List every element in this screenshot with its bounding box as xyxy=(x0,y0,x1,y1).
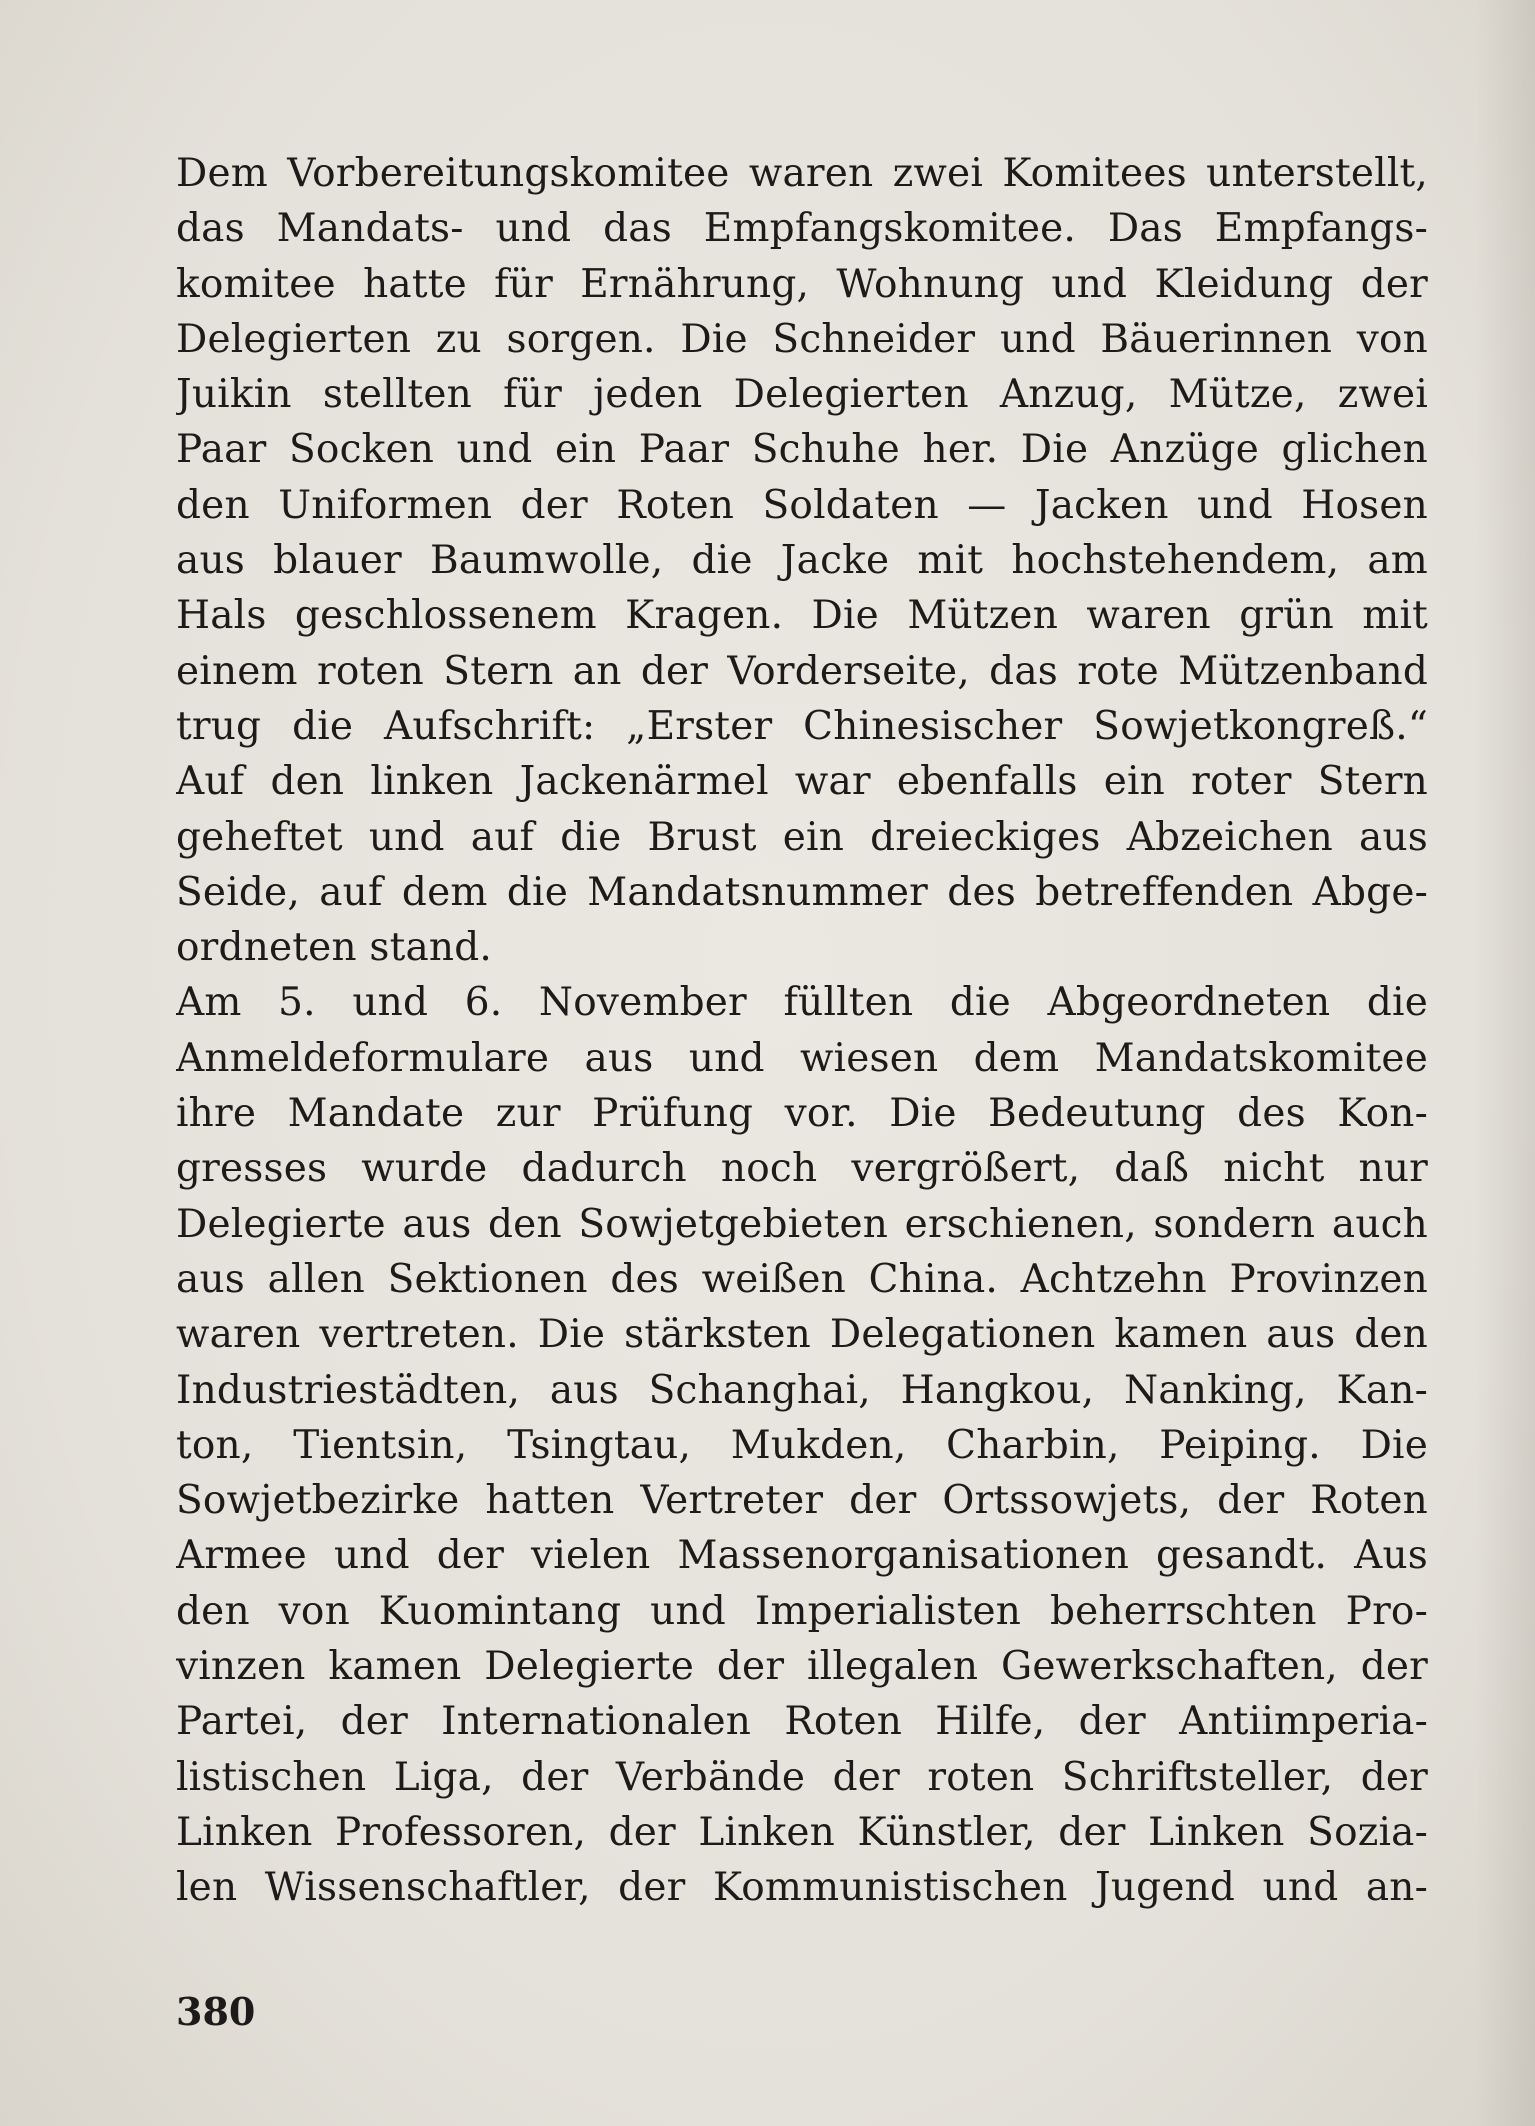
text-line: das Mandats- und das Empfangskomitee. Das Empfangs- xyxy=(176,206,1428,252)
text-line: Anmeldeformulare aus und wiesen dem Mandatskomitee xyxy=(176,1035,1428,1081)
text-line: Am 5. und 6. November füllten die Abgeordneten die xyxy=(176,980,1428,1026)
text-line: Juikin stellten für jeden Delegierten Anzug, Mütze, zwei xyxy=(176,372,1428,418)
text-line: den von Kuomintang und Imperialisten beherrschten Pro- xyxy=(176,1588,1428,1634)
text-line: aus blauer Baumwolle, die Jacke mit hochstehendem, am xyxy=(176,538,1428,584)
text-line: Armee und der vielen Massenorganisationen gesandt. Aus xyxy=(176,1533,1428,1579)
text-line: ihre Mandate zur Prüfung vor. Die Bedeutung des Kon- xyxy=(176,1091,1428,1137)
text-line: len Wissenschaftler, der Kommunistischen Jugend und an- xyxy=(176,1865,1428,1911)
text-line: ton, Tientsin, Tsingtau, Mukden, Charbin, Peiping. Die xyxy=(176,1422,1428,1468)
text-line: Sowjetbezirke hatten Vertreter der Ortssowjets, der Roten xyxy=(176,1478,1428,1524)
text-line: trug die Aufschrift: „Erster Chinesischer Sowjetkongreß.“ xyxy=(176,703,1428,749)
paragraph-2 xyxy=(176,975,1428,1915)
text-line: gresses wurde dadurch noch vergrößert, daß nicht nur xyxy=(176,1146,1428,1192)
text-line: Industriestädten, aus Schanghai, Hangkou, Nanking, Kan- xyxy=(176,1367,1428,1413)
text-line: Hals geschlossenem Kragen. Die Mützen waren grün mit xyxy=(176,593,1428,639)
text-line: Auf den linken Jackenärmel war ebenfalls ein roter Stern xyxy=(176,759,1428,805)
text-line: Delegierten zu sorgen. Die Schneider und Bäuerinnen von xyxy=(176,316,1428,362)
text-line: aus allen Sektionen des weißen China. Achtzehn Provinzen xyxy=(176,1256,1428,1302)
text-line: Delegierte aus den Sowjetgebieten erschienen, sondern auch xyxy=(176,1201,1428,1247)
text-line: Dem Vorbereitungskomitee waren zwei Komitees unterstellt, xyxy=(176,151,1428,196)
text-line: komitee hatte für Ernährung, Wohnung und Kleidung der xyxy=(176,261,1428,307)
text-line: Seide, auf dem die Mandatsnummer des betreffenden Abge- xyxy=(176,869,1428,915)
text-line: einem roten Stern an der Vorderseite, das rote Mützenband xyxy=(176,648,1428,694)
paragraph-1 xyxy=(176,146,1428,975)
text-line: Paar Socken und ein Paar Schuhe her. Die Anzüge glichen xyxy=(176,427,1428,473)
body-text xyxy=(176,146,1428,1916)
text-line: geheftet und auf die Brust ein dreieckiges Abzeichen aus xyxy=(176,814,1428,860)
page-edge-shadow xyxy=(1475,0,1535,2126)
text-line: Partei, der Internationalen Roten Hilfe, der Antiimperia- xyxy=(176,1699,1428,1745)
text-line: listischen Liga, der Verbände der roten Schriftsteller, der xyxy=(176,1754,1428,1800)
text-line: vinzen kamen Delegierte der illegalen Gewerkschaften, der xyxy=(176,1644,1428,1690)
text-line: ordneten stand. xyxy=(176,925,492,971)
text-line: Linken Professoren, der Linken Künstler, der Linken Sozia- xyxy=(176,1809,1428,1855)
page-number: 380 xyxy=(176,1989,256,2034)
text-line: waren vertreten. Die stärksten Delegationen kamen aus den xyxy=(176,1312,1428,1358)
text-line: den Uniformen der Roten Soldaten — Jacken und Hosen xyxy=(176,482,1428,528)
